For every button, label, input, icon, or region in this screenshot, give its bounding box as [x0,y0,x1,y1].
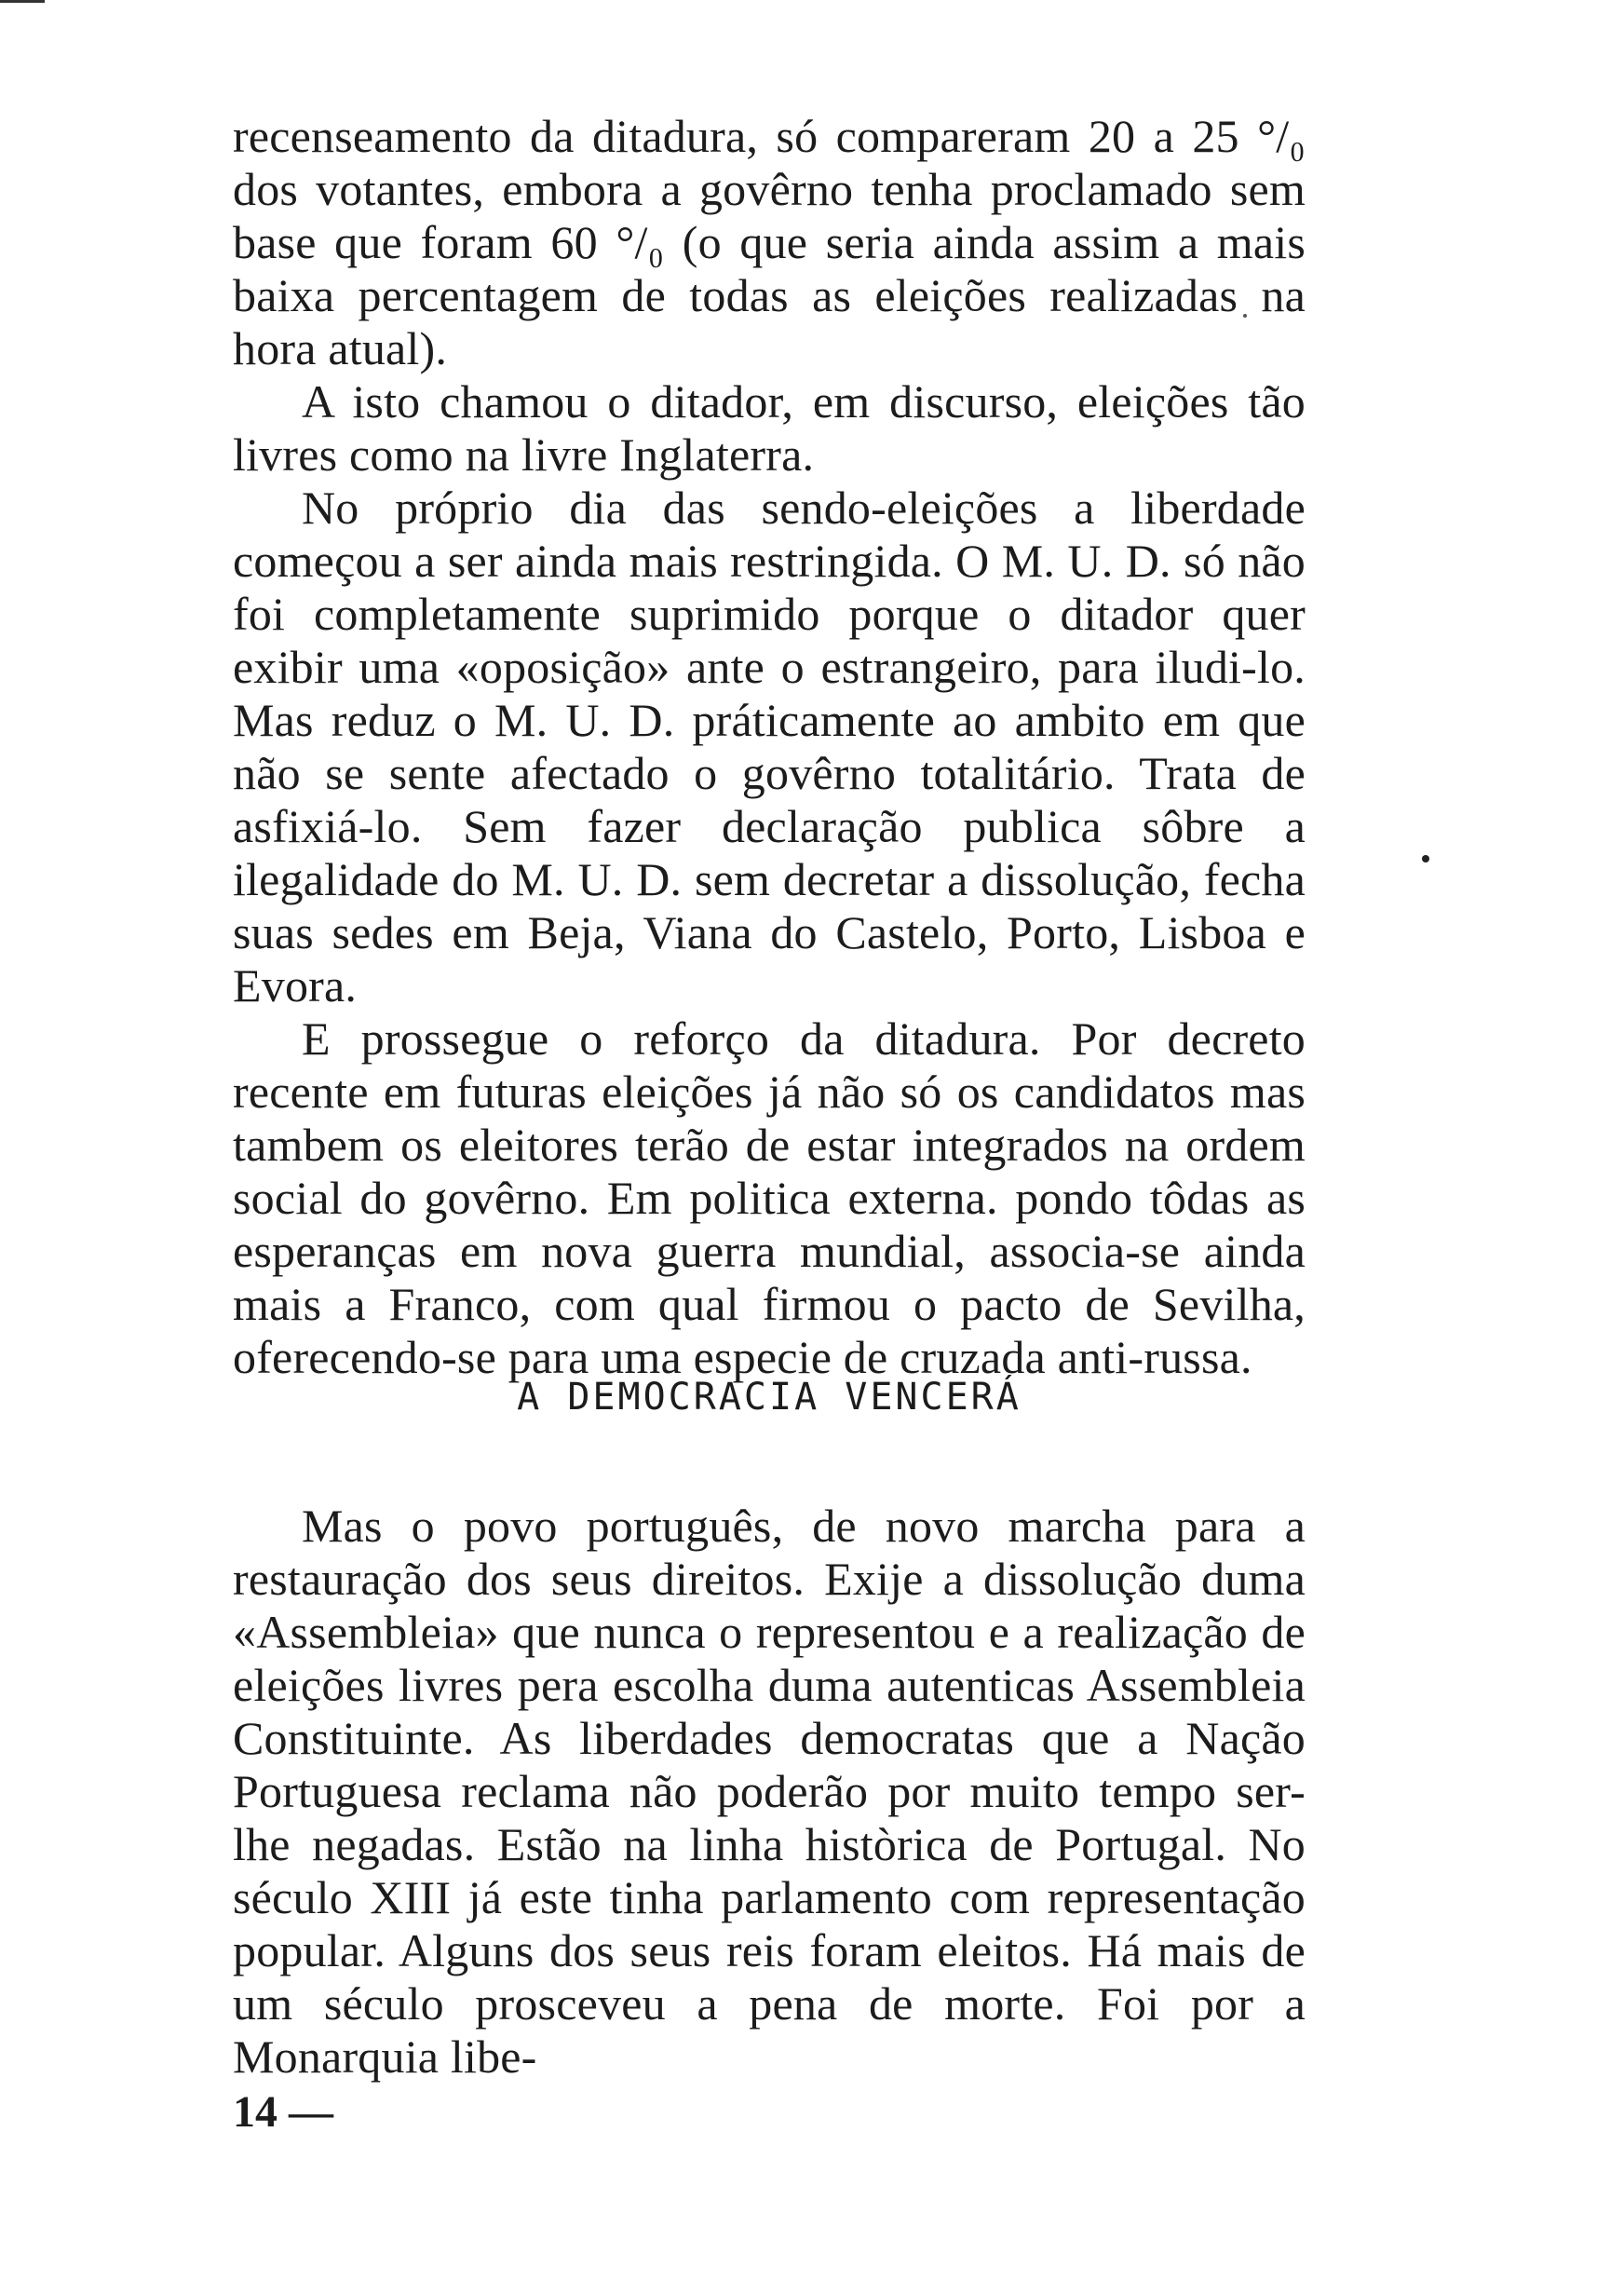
body-text-after-heading [233,1500,1306,2084]
page-number: 14 — [233,2087,333,2137]
scan-corner-mark [0,0,45,3]
paragraph: No próprio dia das sendo-eleições a liberdade começou a ser ainda mais restringida. O M. U. D. só não foi completamente suprimido porque o ditador quer exibir uma «oposição» ante o estrangeiro, para iludi-lo. Mas reduz o M. U. D. práticamente ao ambito em que não se sente afectado o govêrno totalitário. Trata de asfixiá-lo. Sem fazer declaração publica sôbre a ilegalidade do M. U. D. sem decretar a dissolução, fecha suas sedes em Beja, Viana do Castelo, Porto, Lisboa e Evora. [233,482,1306,1012]
paragraph: A isto chamou o ditador, em discurso, eleições tão livres como na livre Inglaterra. [233,375,1306,481]
ink-speck [1422,855,1429,862]
section-heading: A DEMOCRACIA VENCERÁ [517,1376,1022,1419]
body-text-before-heading [233,110,1306,1384]
paragraph: recenseamento da ditadura, só compareram 20 a 25 °/₀ dos votantes, embora a govêrno tenha proclamado sem base que foram 60 °/₀ (o que seria ainda assim a mais baixa percentagem de todas as eleições realizadas na hora atual). [233,110,1306,374]
paragraph: Mas o povo português, de novo marcha para a restauração dos seus direitos. Exije a dissolução duma «Assembleia» que nunca o representou e a realização de eleições livres pera escolha duma autenticas Assembleia Constituinte. As liberdades democratas que a Nação Portuguesa reclama não poderão por muito tempo ser-lhe negadas. Estão na linha històrica de Portugal. No século XIII já este tinha parlamento com representação popular. Alguns dos seus reis foram eleitos. Há mais de um século prosceveu a pena de morte. Foi por a Monarquia libe- [233,1500,1306,2083]
paragraph: E prossegue o reforço da ditadura. Por decreto recente em futuras eleições já não só os candidatos mas tambem os eleitores terão de estar integrados na ordem social do govêrno. Em politica externa. pondo tôdas as esperanças em nova guerra mundial, associa-se ainda mais a Franco, com qual firmou o pacto de Sevilha, oferecendo-se para uma especie de cruzada anti-russa. [233,1012,1306,1383]
